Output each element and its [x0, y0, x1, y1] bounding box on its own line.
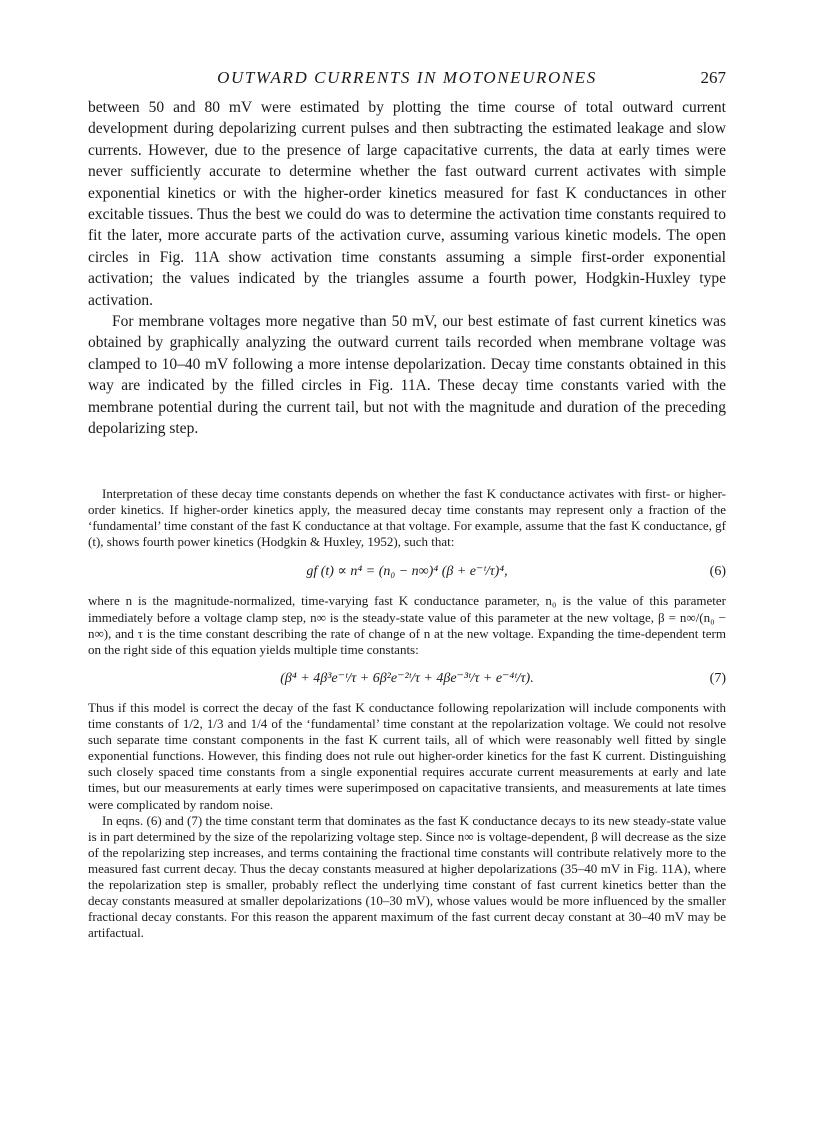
page-number: 267: [700, 68, 726, 87]
paragraph-activation-estimates: between 50 and 80 mV were estimated by plotting the time course of total outward current development during depolarizing current pulses and then subtracting the estimated leakage and slow currents. However, due to the presence of large capacitative currents, the data at early times were never sufficiently accurate to determine whether the fast outward current activates with simple exponential kinetics or with the higher-order kinetics measured for fast K conductances in other excitable tissues. Thus the best we could do was to determine the activation time constants required to fit the later, more accurate parts of the activation curve, assuming various kinetic models. The open circles in Fig. 11A show activation time constants assuming a simple first-order exponential activation; the values indicated by the triangles assume a fourth power, Hodgkin-Huxley type activation.: [88, 99, 726, 309]
paragraph-interpretation: Interpretation of these decay time constants depends on whether the fast K conductance activates with first- or higher-order kinetics. If higher-order kinetics apply, the measured decay time constants may represent only a fraction of the ‘fundamental’ time constant of the fast K conductance at that voltage. For example, assume that the fast K conductance, gf (t), shows fourth power kinetics (Hodgkin & Huxley, 1952), such that:: [88, 486, 726, 550]
equation-6: [88, 564, 726, 580]
main-text: [88, 97, 726, 440]
equation-7-expression: (β⁴ + 4β³e⁻ᵗ/τ + 6β²e⁻²ᵗ/τ + 4βe⁻³ᵗ/τ + e⁻⁴ᵗ/τ).: [280, 670, 534, 686]
equation-7: [88, 671, 726, 687]
paragraph-decay-estimates: For membrane voltages more negative than 50 mV, our best estimate of fast current kinetics was obtained by graphically analyzing the outward current tails recorded when membrane voltage was clamped to 10–40 mV following a more intense depolarization. Decay time constants obtained in this way are indicated by the filled circles in Fig. 11A. These decay time constants varied with the membrane potential during the current tail, but not with the magnitude and duration of the preceding depolarizing step.: [88, 313, 726, 438]
equation-7-number: (7): [709, 670, 726, 686]
page-header: [88, 66, 726, 92]
small-print-section: [88, 486, 726, 941]
paragraph-model-consequences: Thus if this model is correct the decay of the fast K conductance following repolarization will include components with time constants of 1/2, 1/3 and 1/4 of the ‘fundamental’ time constant at the repolarization voltage. We could not resolve such separate time constant components in the fast K current tails, all of which were reasonably well fitted by single exponential functions. However, this finding does not rule out higher-order kinetics for the fast K current. Distinguishing such closely spaced time constants from a single exponential requires accurate current measurements at early and late times, but our measurements at early times were superimposed on capacitative transients, and measurements at late times were complicated by random noise.: [88, 699, 726, 812]
paragraph-repolarization-step: In eqns. (6) and (7) the time constant term that dominates as the fast K conductance decays to its new steady-state value is in part determined by the size of the repolarizing voltage step. Since n∞ is voltage-dependent, β will decrease as the size of the repolarizing step increases, and terms containing the fractional time constants will contribute relatively more to the measured fast current decay. Thus the decay constants measured at higher depolarizations (35–40 mV in Fig. 11A), where the repolarization step is smaller, probably reflect the underlying time constant of fast current kinetics better than the decay constants measured at smaller depolarizations (10–30 mV), whose values would be more influenced by the smaller fractional decay constants. For this reason the apparent maximum of the fast current decay constant at 30–40 mV may be artifactual.: [88, 812, 726, 941]
equation-6-expression: gf (t) ∝ n⁴ = (n₀ − n∞)⁴ (β + e⁻ᵗ/τ)⁴,: [306, 564, 508, 580]
paragraph-definitions: where n is the magnitude-normalized, time-varying fast K conductance parameter, n₀ is the value of this parameter immediately before a voltage clamp step, n∞ is the steady-state value of this parameter at the new voltage, β = n∞/(n₀ − n∞), and τ is the time constant describing the rate of change of n at the new voltage. Expanding the time-dependent term on the right side of this equation yields multiple time constants:: [88, 593, 726, 657]
equation-6-number: (6): [709, 564, 726, 580]
running-title: OUTWARD CURRENTS IN MOTONEURONES: [217, 68, 597, 87]
